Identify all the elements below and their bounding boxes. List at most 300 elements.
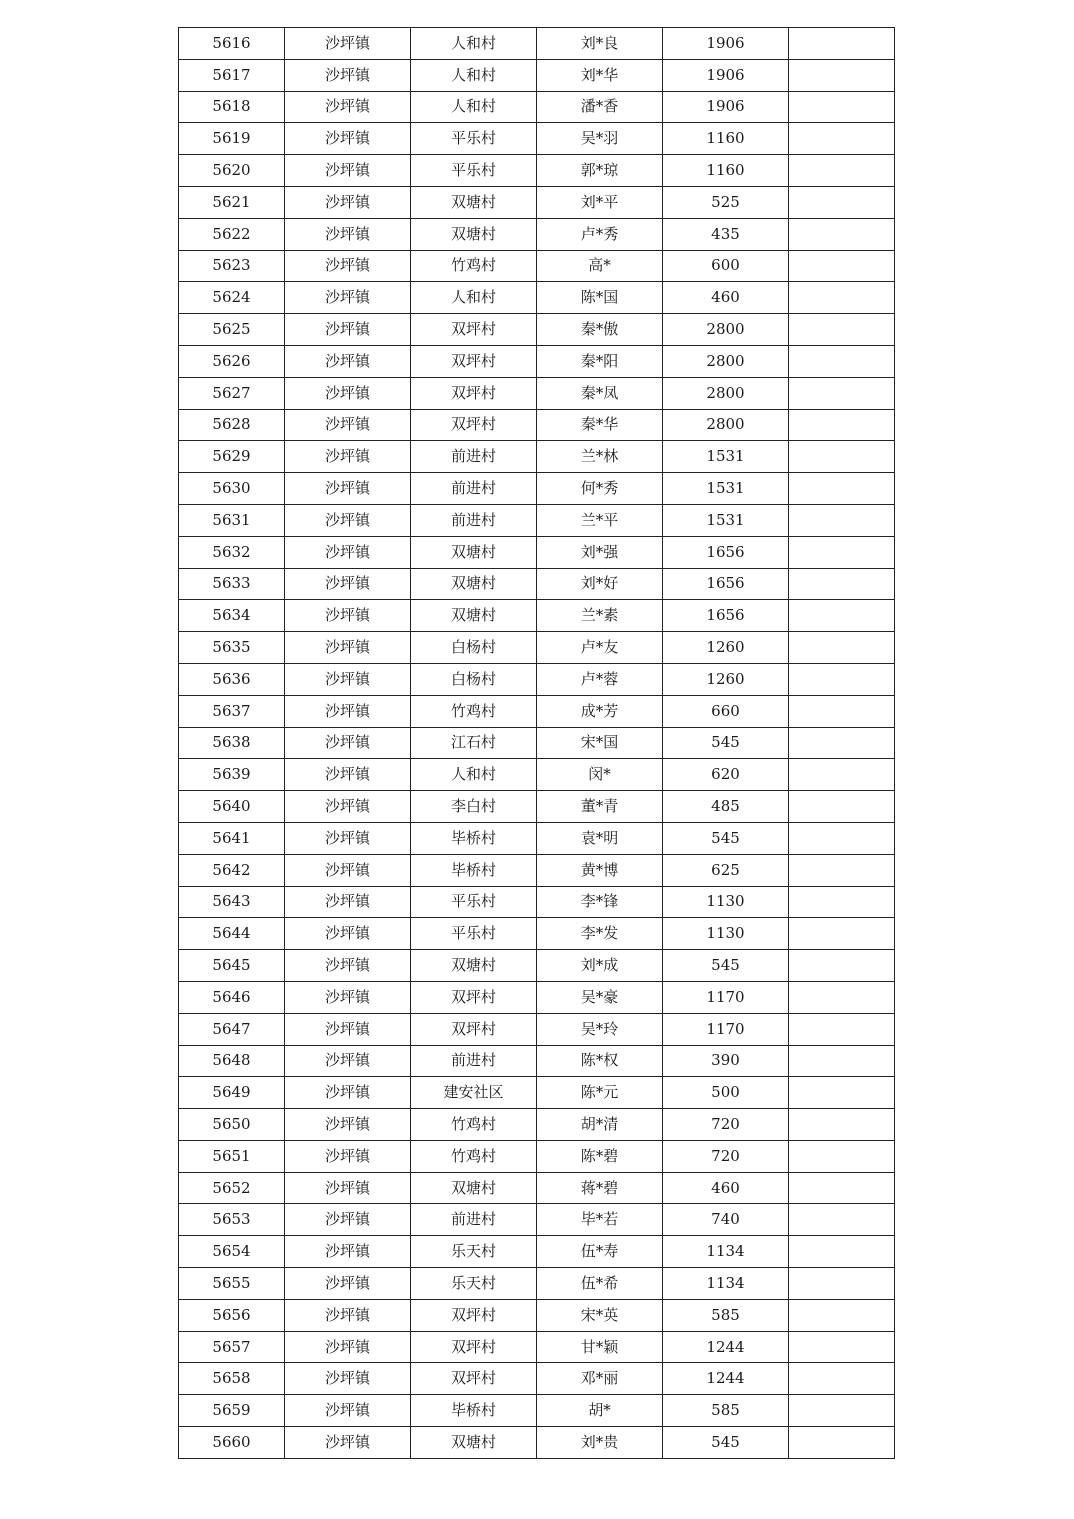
amount-cell: 600: [663, 250, 789, 282]
town-cell: 沙坪镇: [285, 1236, 411, 1268]
note-cell: [789, 1363, 895, 1395]
table-row: [179, 1363, 895, 1395]
row-number-cell: 5630: [179, 473, 285, 505]
town-cell: 沙坪镇: [285, 886, 411, 918]
town-cell: 沙坪镇: [285, 791, 411, 823]
note-cell: [789, 504, 895, 536]
village-cell: 李白村: [411, 791, 537, 823]
amount-cell: 1531: [663, 441, 789, 473]
name-cell: 兰*素: [537, 600, 663, 632]
note-cell: [789, 123, 895, 155]
amount-cell: 460: [663, 282, 789, 314]
table-row: [179, 1140, 895, 1172]
row-number-cell: 5621: [179, 186, 285, 218]
row-number-cell: 5636: [179, 663, 285, 695]
amount-cell: 1906: [663, 28, 789, 60]
village-cell: 毕桥村: [411, 822, 537, 854]
village-cell: 平乐村: [411, 155, 537, 187]
table-row: [179, 1109, 895, 1141]
table-row: [179, 791, 895, 823]
town-cell: 沙坪镇: [285, 441, 411, 473]
village-cell: 竹鸡村: [411, 250, 537, 282]
town-cell: 沙坪镇: [285, 91, 411, 123]
name-cell: 兰*林: [537, 441, 663, 473]
row-number-cell: 5648: [179, 1045, 285, 1077]
amount-cell: 500: [663, 1077, 789, 1109]
town-cell: 沙坪镇: [285, 1395, 411, 1427]
table-row: [179, 186, 895, 218]
note-cell: [789, 282, 895, 314]
row-number-cell: 5658: [179, 1363, 285, 1395]
note-cell: [789, 727, 895, 759]
note-cell: [789, 791, 895, 823]
name-cell: 袁*明: [537, 822, 663, 854]
town-cell: 沙坪镇: [285, 759, 411, 791]
table-row: [179, 91, 895, 123]
table-row: [179, 155, 895, 187]
row-number-cell: 5652: [179, 1172, 285, 1204]
village-cell: 乐天村: [411, 1268, 537, 1300]
town-cell: 沙坪镇: [285, 314, 411, 346]
village-cell: 人和村: [411, 59, 537, 91]
town-cell: 沙坪镇: [285, 155, 411, 187]
village-cell: 双坪村: [411, 314, 537, 346]
name-cell: 成*芳: [537, 695, 663, 727]
row-number-cell: 5642: [179, 854, 285, 886]
note-cell: [789, 377, 895, 409]
amount-cell: 1531: [663, 473, 789, 505]
table-row: [179, 854, 895, 886]
note-cell: [789, 918, 895, 950]
village-cell: 毕桥村: [411, 854, 537, 886]
village-cell: 竹鸡村: [411, 1140, 537, 1172]
amount-cell: 525: [663, 186, 789, 218]
town-cell: 沙坪镇: [285, 854, 411, 886]
note-cell: [789, 1331, 895, 1363]
note-cell: [789, 663, 895, 695]
amount-cell: 740: [663, 1204, 789, 1236]
town-cell: 沙坪镇: [285, 1077, 411, 1109]
town-cell: 沙坪镇: [285, 59, 411, 91]
row-number-cell: 5629: [179, 441, 285, 473]
row-number-cell: 5626: [179, 345, 285, 377]
name-cell: 闵*: [537, 759, 663, 791]
town-cell: 沙坪镇: [285, 282, 411, 314]
row-number-cell: 5622: [179, 218, 285, 250]
table-row: [179, 536, 895, 568]
town-cell: 沙坪镇: [285, 504, 411, 536]
table-row: [179, 727, 895, 759]
name-cell: 卢*秀: [537, 218, 663, 250]
name-cell: 陈*国: [537, 282, 663, 314]
town-cell: 沙坪镇: [285, 250, 411, 282]
village-cell: 前进村: [411, 1204, 537, 1236]
table-row: [179, 1268, 895, 1300]
table-row: [179, 1236, 895, 1268]
note-cell: [789, 1172, 895, 1204]
name-cell: 刘*好: [537, 568, 663, 600]
name-cell: 黄*博: [537, 854, 663, 886]
name-cell: 邓*丽: [537, 1363, 663, 1395]
town-cell: 沙坪镇: [285, 186, 411, 218]
records-table-body: [179, 28, 895, 1459]
note-cell: [789, 950, 895, 982]
town-cell: 沙坪镇: [285, 568, 411, 600]
name-cell: 刘*强: [537, 536, 663, 568]
amount-cell: 660: [663, 695, 789, 727]
town-cell: 沙坪镇: [285, 1331, 411, 1363]
name-cell: 陈*权: [537, 1045, 663, 1077]
town-cell: 沙坪镇: [285, 28, 411, 60]
table-row: [179, 950, 895, 982]
village-cell: 双坪村: [411, 1331, 537, 1363]
name-cell: 刘*平: [537, 186, 663, 218]
row-number-cell: 5659: [179, 1395, 285, 1427]
village-cell: 双坪村: [411, 1013, 537, 1045]
village-cell: 双塘村: [411, 600, 537, 632]
table-row: [179, 918, 895, 950]
table-row: [179, 250, 895, 282]
amount-cell: 1170: [663, 1013, 789, 1045]
note-cell: [789, 218, 895, 250]
note-cell: [789, 345, 895, 377]
town-cell: 沙坪镇: [285, 218, 411, 250]
row-number-cell: 5624: [179, 282, 285, 314]
table-row: [179, 1395, 895, 1427]
village-cell: 双坪村: [411, 1299, 537, 1331]
note-cell: [789, 250, 895, 282]
note-cell: [789, 981, 895, 1013]
name-cell: 毕*若: [537, 1204, 663, 1236]
village-cell: 前进村: [411, 441, 537, 473]
amount-cell: 390: [663, 1045, 789, 1077]
village-cell: 前进村: [411, 504, 537, 536]
note-cell: [789, 1077, 895, 1109]
town-cell: 沙坪镇: [285, 1299, 411, 1331]
name-cell: 吴*豪: [537, 981, 663, 1013]
amount-cell: 1656: [663, 536, 789, 568]
name-cell: 李*锋: [537, 886, 663, 918]
note-cell: [789, 1013, 895, 1045]
table-row: [179, 1013, 895, 1045]
town-cell: 沙坪镇: [285, 1268, 411, 1300]
table-row: [179, 759, 895, 791]
records-table: [178, 27, 895, 1459]
amount-cell: 625: [663, 854, 789, 886]
table-row: [179, 600, 895, 632]
village-cell: 双坪村: [411, 377, 537, 409]
note-cell: [789, 155, 895, 187]
note-cell: [789, 441, 895, 473]
town-cell: 沙坪镇: [285, 727, 411, 759]
note-cell: [789, 1109, 895, 1141]
village-cell: 竹鸡村: [411, 1109, 537, 1141]
table-row: [179, 28, 895, 60]
name-cell: 董*青: [537, 791, 663, 823]
name-cell: 伍*寿: [537, 1236, 663, 1268]
table-row: [179, 632, 895, 664]
amount-cell: 2800: [663, 377, 789, 409]
note-cell: [789, 1236, 895, 1268]
village-cell: 双坪村: [411, 409, 537, 441]
town-cell: 沙坪镇: [285, 536, 411, 568]
amount-cell: 1260: [663, 632, 789, 664]
note-cell: [789, 1268, 895, 1300]
note-cell: [789, 314, 895, 346]
amount-cell: 2800: [663, 345, 789, 377]
table-row: [179, 568, 895, 600]
table-row: [179, 1077, 895, 1109]
town-cell: 沙坪镇: [285, 600, 411, 632]
village-cell: 双塘村: [411, 218, 537, 250]
row-number-cell: 5656: [179, 1299, 285, 1331]
row-number-cell: 5645: [179, 950, 285, 982]
table-row: [179, 695, 895, 727]
amount-cell: 620: [663, 759, 789, 791]
name-cell: 秦*阳: [537, 345, 663, 377]
row-number-cell: 5653: [179, 1204, 285, 1236]
name-cell: 秦*傲: [537, 314, 663, 346]
table-row: [179, 504, 895, 536]
note-cell: [789, 28, 895, 60]
name-cell: 陈*元: [537, 1077, 663, 1109]
name-cell: 刘*成: [537, 950, 663, 982]
note-cell: [789, 886, 895, 918]
village-cell: 前进村: [411, 473, 537, 505]
amount-cell: 485: [663, 791, 789, 823]
note-cell: [789, 59, 895, 91]
village-cell: 双坪村: [411, 981, 537, 1013]
row-number-cell: 5639: [179, 759, 285, 791]
village-cell: 白杨村: [411, 663, 537, 695]
name-cell: 甘*颖: [537, 1331, 663, 1363]
row-number-cell: 5627: [179, 377, 285, 409]
name-cell: 卢*友: [537, 632, 663, 664]
row-number-cell: 5632: [179, 536, 285, 568]
note-cell: [789, 854, 895, 886]
name-cell: 宋*国: [537, 727, 663, 759]
table-row: [179, 345, 895, 377]
town-cell: 沙坪镇: [285, 377, 411, 409]
town-cell: 沙坪镇: [285, 1363, 411, 1395]
note-cell: [789, 695, 895, 727]
row-number-cell: 5641: [179, 822, 285, 854]
town-cell: 沙坪镇: [285, 822, 411, 854]
row-number-cell: 5660: [179, 1427, 285, 1459]
row-number-cell: 5654: [179, 1236, 285, 1268]
amount-cell: 2800: [663, 314, 789, 346]
town-cell: 沙坪镇: [285, 473, 411, 505]
note-cell: [789, 1395, 895, 1427]
amount-cell: 545: [663, 1427, 789, 1459]
name-cell: 胡*: [537, 1395, 663, 1427]
table-row: [179, 981, 895, 1013]
town-cell: 沙坪镇: [285, 695, 411, 727]
town-cell: 沙坪镇: [285, 918, 411, 950]
name-cell: 高*: [537, 250, 663, 282]
table-row: [179, 663, 895, 695]
town-cell: 沙坪镇: [285, 345, 411, 377]
village-cell: 人和村: [411, 759, 537, 791]
amount-cell: 1160: [663, 155, 789, 187]
name-cell: 郭*琼: [537, 155, 663, 187]
town-cell: 沙坪镇: [285, 1427, 411, 1459]
row-number-cell: 5635: [179, 632, 285, 664]
amount-cell: 1906: [663, 91, 789, 123]
name-cell: 潘*香: [537, 91, 663, 123]
village-cell: 人和村: [411, 28, 537, 60]
row-number-cell: 5650: [179, 1109, 285, 1141]
table-row: [179, 282, 895, 314]
town-cell: 沙坪镇: [285, 632, 411, 664]
name-cell: 卢*蓉: [537, 663, 663, 695]
table-row: [179, 1204, 895, 1236]
amount-cell: 1160: [663, 123, 789, 155]
town-cell: 沙坪镇: [285, 1045, 411, 1077]
amount-cell: 1244: [663, 1363, 789, 1395]
row-number-cell: 5655: [179, 1268, 285, 1300]
village-cell: 双塘村: [411, 536, 537, 568]
row-number-cell: 5651: [179, 1140, 285, 1172]
name-cell: 刘*贵: [537, 1427, 663, 1459]
village-cell: 白杨村: [411, 632, 537, 664]
town-cell: 沙坪镇: [285, 1172, 411, 1204]
note-cell: [789, 473, 895, 505]
table-row: [179, 1331, 895, 1363]
table-row: [179, 123, 895, 155]
amount-cell: 585: [663, 1395, 789, 1427]
amount-cell: 2800: [663, 409, 789, 441]
note-cell: [789, 632, 895, 664]
village-cell: 江石村: [411, 727, 537, 759]
row-number-cell: 5646: [179, 981, 285, 1013]
amount-cell: 1656: [663, 568, 789, 600]
amount-cell: 585: [663, 1299, 789, 1331]
name-cell: 何*秀: [537, 473, 663, 505]
village-cell: 毕桥村: [411, 1395, 537, 1427]
village-cell: 人和村: [411, 91, 537, 123]
name-cell: 兰*平: [537, 504, 663, 536]
village-cell: 双坪村: [411, 1363, 537, 1395]
table-row: [179, 59, 895, 91]
name-cell: 吴*玲: [537, 1013, 663, 1045]
name-cell: 刘*良: [537, 28, 663, 60]
row-number-cell: 5647: [179, 1013, 285, 1045]
village-cell: 双塘村: [411, 186, 537, 218]
row-number-cell: 5628: [179, 409, 285, 441]
amount-cell: 1906: [663, 59, 789, 91]
village-cell: 双塘村: [411, 1172, 537, 1204]
amount-cell: 1656: [663, 600, 789, 632]
amount-cell: 1170: [663, 981, 789, 1013]
name-cell: 李*发: [537, 918, 663, 950]
village-cell: 竹鸡村: [411, 695, 537, 727]
amount-cell: 545: [663, 950, 789, 982]
name-cell: 陈*碧: [537, 1140, 663, 1172]
note-cell: [789, 91, 895, 123]
amount-cell: 545: [663, 727, 789, 759]
amount-cell: 545: [663, 822, 789, 854]
town-cell: 沙坪镇: [285, 1109, 411, 1141]
town-cell: 沙坪镇: [285, 409, 411, 441]
town-cell: 沙坪镇: [285, 950, 411, 982]
table-row: [179, 822, 895, 854]
village-cell: 前进村: [411, 1045, 537, 1077]
town-cell: 沙坪镇: [285, 981, 411, 1013]
town-cell: 沙坪镇: [285, 1013, 411, 1045]
amount-cell: 1130: [663, 886, 789, 918]
village-cell: 乐天村: [411, 1236, 537, 1268]
village-cell: 双坪村: [411, 345, 537, 377]
note-cell: [789, 409, 895, 441]
note-cell: [789, 822, 895, 854]
table-row: [179, 218, 895, 250]
name-cell: 秦*凤: [537, 377, 663, 409]
note-cell: [789, 759, 895, 791]
table-row: [179, 409, 895, 441]
amount-cell: 1130: [663, 918, 789, 950]
row-number-cell: 5617: [179, 59, 285, 91]
row-number-cell: 5649: [179, 1077, 285, 1109]
amount-cell: 1260: [663, 663, 789, 695]
name-cell: 刘*华: [537, 59, 663, 91]
row-number-cell: 5643: [179, 886, 285, 918]
amount-cell: 460: [663, 1172, 789, 1204]
table-row: [179, 1299, 895, 1331]
note-cell: [789, 1140, 895, 1172]
amount-cell: 1244: [663, 1331, 789, 1363]
row-number-cell: 5616: [179, 28, 285, 60]
village-cell: 平乐村: [411, 886, 537, 918]
village-cell: 建安社区: [411, 1077, 537, 1109]
village-cell: 平乐村: [411, 123, 537, 155]
row-number-cell: 5623: [179, 250, 285, 282]
note-cell: [789, 186, 895, 218]
note-cell: [789, 536, 895, 568]
table-row: [179, 1427, 895, 1459]
village-cell: 人和村: [411, 282, 537, 314]
row-number-cell: 5633: [179, 568, 285, 600]
amount-cell: 1134: [663, 1268, 789, 1300]
table-row: [179, 1172, 895, 1204]
row-number-cell: 5640: [179, 791, 285, 823]
row-number-cell: 5644: [179, 918, 285, 950]
row-number-cell: 5619: [179, 123, 285, 155]
amount-cell: 1531: [663, 504, 789, 536]
table-row: [179, 1045, 895, 1077]
village-cell: 双塘村: [411, 1427, 537, 1459]
row-number-cell: 5620: [179, 155, 285, 187]
town-cell: 沙坪镇: [285, 1204, 411, 1236]
row-number-cell: 5637: [179, 695, 285, 727]
note-cell: [789, 1204, 895, 1236]
amount-cell: 1134: [663, 1236, 789, 1268]
note-cell: [789, 600, 895, 632]
town-cell: 沙坪镇: [285, 663, 411, 695]
table-row: [179, 886, 895, 918]
name-cell: 宋*英: [537, 1299, 663, 1331]
note-cell: [789, 568, 895, 600]
note-cell: [789, 1045, 895, 1077]
note-cell: [789, 1427, 895, 1459]
table-row: [179, 377, 895, 409]
table-row: [179, 441, 895, 473]
row-number-cell: 5631: [179, 504, 285, 536]
village-cell: 双塘村: [411, 950, 537, 982]
amount-cell: 720: [663, 1109, 789, 1141]
amount-cell: 435: [663, 218, 789, 250]
row-number-cell: 5638: [179, 727, 285, 759]
